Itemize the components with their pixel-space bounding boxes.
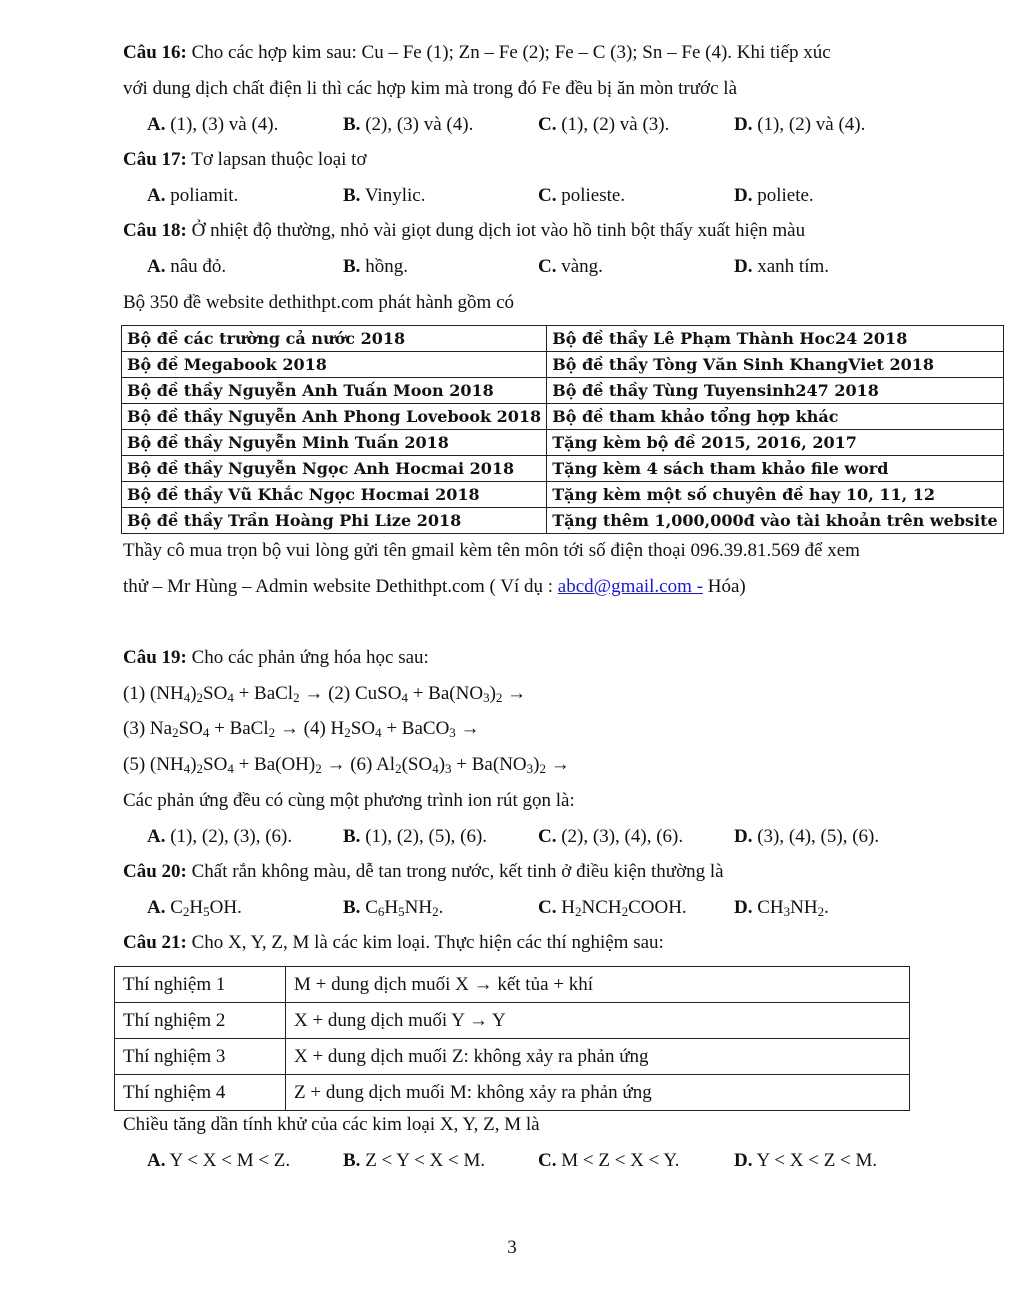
promo-row [122,404,1004,430]
question-text: Tơ lapsan thuộc loại tơ [186,149,367,170]
question-18-stem [123,220,805,242]
option-d[interactable]: D. xanh tím. [734,256,830,277]
experiment-description: Z + dung dịch muối M: không xảy ra phản ứng [286,1075,910,1111]
option-b[interactable]: B. (1), (2), (5), (6). [343,826,488,847]
promo-cell-right: Bộ đề thầy Tòng Văn Sinh KhangViet 2018 [547,352,1003,378]
question-text: Chất rắn không màu, dễ tan trong nước, kết tinh ở điều kiện thường là [186,861,724,882]
question-17-stem [123,149,367,171]
option-d[interactable]: D. (3), (4), (5), (6). [734,826,880,847]
question-text: Cho các phản ứng hóa học sau: [186,647,429,668]
option-c[interactable]: C. polieste. [538,185,626,206]
question-label: Câu 20: [123,861,187,882]
promo-cell-right: Tặng thêm 1,000,000đ vào tài khoản trên website [547,508,1003,534]
question-17-options [147,185,927,207]
promo-row [122,430,1004,456]
option-a[interactable]: A. poliamit. [147,185,239,206]
question-19-options [147,826,927,848]
experiment-row [115,1075,910,1111]
option-a[interactable]: A. Y < X < M < Z. [147,1150,291,1171]
reaction-line-1: (1) $(NH_4)_2SO_4$ + BaCl$_2$ → (2) CuSO$_4$ + $Ba(NO_3)_2$ → [123,683,527,705]
option-a[interactable]: A. nâu đỏ. [147,256,227,277]
option-c[interactable]: C. (1), (2) và (3). [538,114,670,135]
option-b[interactable]: B. (2), (3) và (4). [343,114,474,135]
promo-row [122,508,1004,534]
experiment-name: Thí nghiệm 4 [115,1075,286,1111]
experiment-row [115,1003,910,1039]
promo-row [122,456,1004,482]
experiment-description: X + dung dịch muối Y → Y [286,1003,910,1039]
contact-subject: Hóa) [702,576,746,597]
promo-cell-left: Bộ đề thầy Nguyễn Ngọc Anh Hocmai 2018 [122,456,547,482]
question-label: Câu 21: [123,932,187,953]
question-20-stem [123,861,724,883]
option-d[interactable]: D. Y < X < Z < M. [734,1150,878,1171]
promo-cell-right: Bộ đề thầy Tùng Tuyensinh247 2018 [547,378,1003,404]
question-label: Câu 16: [123,42,187,63]
page-number: 3 [507,1237,517,1258]
question-text: Cho X, Y, Z, M là các kim loại. Thực hiện các thí nghiệm sau: [186,932,664,953]
promo-cell-left: Bộ đề thầy Nguyễn Anh Tuấn Moon 2018 [122,378,547,404]
question-21-options [147,1150,927,1172]
promo-cell-left: Bộ đề Megabook 2018 [122,352,547,378]
promo-row [122,482,1004,508]
question-16-stem [123,42,831,64]
option-a[interactable]: A. (1), (3) và (4). [147,114,279,135]
question-label: Câu 17: [123,149,187,170]
question-19-stem [123,647,429,669]
option-b[interactable]: B. Vinylic. [343,185,426,206]
experiment-description: X + dung dịch muối Z: không xảy ra phản ứng [286,1039,910,1075]
promo-cell-right: Tặng kèm 4 sách tham khảo file word [547,456,1003,482]
experiment-name: Thí nghiệm 3 [115,1039,286,1075]
question-21-prompt: Chiều tăng dần tính khử của các kim loại X, Y, Z, M là [123,1114,540,1135]
option-d[interactable]: D. $CH_3NH_2$. [734,897,829,919]
option-c[interactable]: C. M < Z < X < Y. [538,1150,680,1171]
option-c[interactable]: C. vàng. [538,256,603,277]
promo-table [121,325,1004,534]
promo-cell-right: Bộ đề tham khảo tổng hợp khác [547,404,1003,430]
reaction-line-3: (5) $(NH_4)_2SO_4 + Ba(OH)_2 \to (6) Al_2(SO_4)_3 + Ba(NO_3)_2$ → [123,754,570,776]
question-label: Câu 18: [123,220,187,241]
option-b[interactable]: B. hồng. [343,256,408,277]
option-b[interactable]: B. Z < Y < X < M. [343,1150,486,1171]
question-21-stem [123,932,664,954]
promo-cell-left: Bộ đề thầy Vũ Khắc Ngọc Hocmai 2018 [122,482,547,508]
question-text: Ở nhiệt độ thường, nhỏ vài giọt dung dịch iot vào hồ tinh bột thấy xuất hiện màu [186,220,806,241]
promo-cell-left: Bộ đề thầy Nguyễn Anh Phong Lovebook 2018 [122,404,547,430]
contact-text: thử – Mr Hùng – Admin website Dethithpt.com ( Ví dụ : [123,576,558,597]
question-20-options [147,897,927,919]
option-a[interactable]: A. $C_2H_5OH$. [147,897,242,919]
question-18-options [147,256,927,278]
question-label: Câu 19: [123,647,187,668]
promo-cell-left: Bộ đề thầy Nguyễn Minh Tuấn 2018 [122,430,547,456]
promo-cell-left: Bộ đề thầy Trần Hoàng Phi Lize 2018 [122,508,547,534]
question-16-stem-cont: với dung dịch chất điện li thì các hợp kim mà trong đó Fe đều bị ăn mòn trước là [123,78,738,99]
option-d[interactable]: D. (1), (2) và (4). [734,114,866,135]
promo-cell-right: Tặng kèm bộ đề 2015, 2016, 2017 [547,430,1003,456]
reaction-line-2: (3) $Na_2SO_4$ + BaCl$_2$ → (4) $H_2SO_4$ + BaCO$_3$ → [123,718,480,740]
option-c[interactable]: C. (2), (3), (4), (6). [538,826,684,847]
example-email-link[interactable]: abcd@gmail.com - [557,576,703,597]
option-c[interactable]: C. $H_2NCH_2COOH$. [538,897,687,919]
option-a[interactable]: A. (1), (2), (3), (6). [147,826,293,847]
promo-cell-left: Bộ đề các trường cả nước 2018 [122,326,547,352]
promo-contact-cont [123,576,746,598]
promo-intro: Bộ 350 đề website dethithpt.com phát hành gồm có [123,292,515,313]
experiment-table [114,966,910,1111]
option-b[interactable]: B. $C_6H_5NH_2$. [343,897,444,919]
experiment-name: Thí nghiệm 2 [115,1003,286,1039]
promo-row [122,326,1004,352]
question-19-prompt: Các phản ứng đều có cùng một phương trình ion rút gọn là: [123,790,575,811]
option-d[interactable]: D. poliete. [734,185,814,206]
question-text: Cho các hợp kim sau: Cu – Fe (1); Zn – Fe (2); Fe – C (3); Sn – Fe (4). Khi tiếp xúc [186,42,831,63]
experiment-name: Thí nghiệm 1 [115,967,286,1003]
promo-cell-right: Bộ đề thầy Lê Phạm Thành Hoc24 2018 [547,326,1003,352]
promo-cell-right: Tặng kèm một số chuyên đề hay 10, 11, 12 [547,482,1003,508]
experiment-row [115,1039,910,1075]
experiment-row [115,967,910,1003]
question-16-options [147,114,927,136]
promo-row [122,378,1004,404]
experiment-description: M + dung dịch muối X → kết tủa + khí [286,967,910,1003]
promo-row [122,352,1004,378]
promo-contact: Thầy cô mua trọn bộ vui lòng gửi tên gmail kèm tên môn tới số điện thoại 096.39.81.569 để xem [123,540,860,561]
